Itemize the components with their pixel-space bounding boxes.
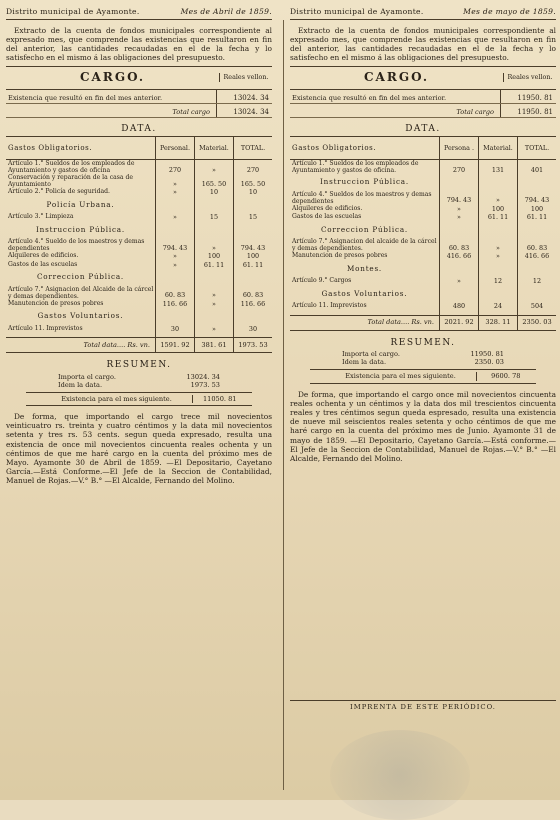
cargo-title: CARGO. [363,70,429,85]
data-table-header [6,137,272,160]
row-label: Alquileres de edificios. [292,204,363,212]
row-personal: » [155,174,194,188]
row-personal: » [439,277,478,286]
cargo-line-label: Existencia que resultó en fin del mes anterior. [8,94,163,102]
row-label: Manutencion de presos pobres [292,252,388,259]
row-material: » [194,300,233,309]
row-label: Artículo 3.° Limpieza [8,213,74,220]
table-row [6,213,272,222]
cargo-column-label: Reales vellon. [503,73,556,82]
row-label: Artículo 9.° Cargos [292,277,352,284]
table-row [290,302,556,311]
row-material: 165. 50 [194,174,233,188]
column-personal: Personal. [155,137,194,159]
row-material: » [478,191,517,205]
row-personal: » [155,188,194,197]
table-row [6,238,272,252]
row-label: Conservación y reparación de la casa de Ayuntamiento [8,174,133,188]
cargo-title: CARGO. [79,70,145,85]
resumen-row [290,350,556,358]
resumen-final-row [26,392,252,407]
row-personal: 416. 66 [439,252,478,261]
row-total: 794. 43 [517,191,556,205]
category-row [290,261,556,278]
cargo-line [290,90,556,104]
row-total: 60. 83 [517,238,556,252]
cargo-line-value: 11950. 81 [500,90,556,103]
column-personal: Persona . [439,137,478,159]
total-personal: 2021. 92 [439,316,478,330]
row-label: Artículo 4.° Sueldo de los maestros y demas dependientes [8,238,145,252]
row-personal: » [439,213,478,222]
district-title: Distrito municipal de Ayamonte. [290,7,424,16]
row-total: 416. 66 [517,252,556,261]
row-material: » [194,160,233,174]
cargo-line [6,90,272,104]
row-total: 794. 43 [233,238,272,252]
row-personal: 60. 83 [155,286,194,300]
data-title: DATA. [121,123,157,134]
cargo-total-label: Total cargo [172,108,210,116]
row-personal: 60. 83 [439,238,478,252]
right-column [290,8,556,463]
row-total: 100 [233,252,272,261]
row-label: Artículo 7.° Asignacion del Alcaide de la cárcel y demas dependientes. [8,285,154,300]
cargo-line-value: 13024. 34 [216,90,272,103]
column-total: TOTAL. [233,137,272,159]
row-total: 10 [233,188,272,197]
row-label: Manutencion de presos pobres [8,299,104,307]
data-total-row [6,337,272,352]
row-label: Artículo 2.° Policía de seguridad. [8,188,110,195]
resumen-value: 1973. 53 [190,380,220,389]
resumen-value: 11050. 81 [192,395,237,404]
row-personal: 794. 43 [439,191,478,205]
row-label: Gastos de las escuelas [8,260,78,268]
column-material: Material. [194,137,233,159]
resumen-row [6,381,272,389]
total-label: Total data.... Rs. vn. [83,340,150,349]
resumen-block [290,339,556,384]
row-total: 61. 11 [233,261,272,270]
row-total: 401 [517,160,556,174]
row-personal: 116. 66 [155,300,194,309]
category-heading: Gastos Obligatorios. [8,143,93,152]
row-total: 15 [233,213,272,222]
category-row [290,286,556,303]
category-row [6,197,272,214]
row-total: 12 [517,277,556,286]
printer-imprint: IMPRENTA DE ESTE PERIÓDICO. [290,700,556,711]
row-material: 12 [478,277,517,286]
resumen-row [290,358,556,366]
row-personal: 30 [155,325,194,334]
resumen-value: 9600. 78 [476,372,521,381]
data-table-header [290,137,556,160]
resumen-value: 11950. 81 [470,350,504,358]
table-row [290,213,556,222]
cargo-header [290,66,556,90]
category-row [6,308,272,325]
category-heading: Gastos Voluntarios. [321,288,408,298]
cargo-line-label: Existencia que resultó en fin del mes anterior. [292,94,447,102]
category-heading: Instruccion Pública. [36,224,125,234]
row-material: 15 [194,213,233,222]
resumen-title: RESUMEN. [106,360,172,370]
column-total: TOTAL. [517,137,556,159]
row-total: 165. 50 [233,174,272,188]
row-personal: » [155,252,194,261]
row-material: 24 [478,302,517,311]
data-table [6,136,272,353]
row-personal: » [155,261,194,270]
category-heading: Correccion Pública. [320,224,408,234]
resumen-label: Importa el cargo. [342,350,400,358]
cargo-total [290,104,556,118]
cargo-column-label: Reales vellon. [219,73,272,82]
data-table [290,136,556,331]
row-total: 30 [233,325,272,334]
table-row [6,252,272,261]
row-material: » [194,286,233,300]
table-row [6,300,272,309]
row-material: » [194,325,233,334]
row-material: » [478,238,517,252]
total-personal: 1591. 92 [155,338,194,352]
category-row [290,222,556,239]
row-label: Artículo 1.° Sueldos de los empleados de Ayuntamiento y gastos de oficina [8,160,135,174]
row-total: 100 [517,205,556,214]
cargo-total [6,104,272,118]
category-heading: Instruccion Pública. [320,177,409,186]
row-personal: 480 [439,302,478,311]
row-material: » [194,238,233,252]
row-material: 100 [194,252,233,261]
table-row [290,160,556,174]
category-heading: Gastos Voluntarios. [37,311,124,320]
row-total: 270 [233,160,272,174]
row-personal: 270 [439,160,478,174]
category-row [6,269,272,286]
resumen-value: 13024. 34 [186,372,220,381]
table-row [6,160,272,174]
row-label: Artículo 7.° Asignacion del alcaide de la cárcel y demas dependientes. [292,238,437,252]
row-material: 61. 11 [478,213,517,222]
cargo-total-value: 13024. 34 [216,104,272,117]
row-material: » [478,252,517,261]
category-heading: Policía Urbana. [46,199,115,209]
table-row [6,174,272,188]
category-row [290,174,556,191]
row-label: Artículo 11. Imprevistos [292,302,367,309]
row-material: 61. 11 [194,261,233,270]
row-label: Artículo 1.° Sueldos de los empleados de Ayuntamiento y gastos de oficina. [292,160,419,174]
row-material: 100 [478,205,517,214]
total-material: 381. 61 [194,338,233,352]
row-label: Artículo 11. Imprevistos [8,324,83,332]
column-divider [283,20,284,790]
resumen-title: RESUMEN. [390,337,456,348]
category-heading: Montes. [346,263,383,273]
resumen-label: Existencia para el mes siguiente. [61,394,172,403]
resumen-row [6,373,272,381]
resumen-value: 2350. 03 [474,358,504,366]
row-label: Gastos de las escuelas [292,213,362,220]
month-title: Mes de Abril de 1859. [180,7,272,16]
closing-paragraph: De forma, que importando el cargo once mil novecientos cincuenta reales ochenta y un céntimos y la data dos mil trescientos cincuenta reales y tres céntimos segun queda espresado, resulta una existencia de nueve mil seiscientos reales setenta y ocho céntimos de que me haré cargo en la cuenta del próximo mes de Junio. Ayamonte 31 de mayo de 1859. —El Depositario, Cayetano García.—Está conforme.—El Jefe de la Seccion de Contabilidad, Manuel de Rojas.—V.° B.° —El Alcalde, Fernando del Molino. [290,389,556,463]
row-personal: » [439,205,478,214]
intro-paragraph: Extracto de la cuenta de fondos municipales correspondiente al expresado mes, que comprende las existencias que resultaron en fin del anterior, las cantidades recaudadas en el de la fecha y lo satisfecho en el mismo á las obligaciones del presupuesto. [6,25,272,62]
row-total: 504 [517,302,556,311]
category-heading: Correccion Pública. [36,272,124,281]
right-header [290,8,556,20]
table-row [290,191,556,205]
row-total: 116. 66 [233,300,272,309]
total-total: 1973. 53 [233,338,272,352]
left-header [6,8,272,20]
total-label: Total data.... Rs. vn. [367,318,434,327]
category-heading: Gastos Obligatorios. [292,143,377,152]
table-row [6,261,272,270]
cargo-header [6,66,272,90]
month-title: Mes de mayo de 1859. [463,7,556,16]
table-row [6,188,272,197]
closing-paragraph: De forma, que importando el cargo trece mil novecientos veinticuatro rs. treinta y cuatro céntimos y la data mil novecientos setenta y tres rs. 53 cents. segun queda expresado, resulta una existencia de once mil novecientos cincuenta reales ochenta y un céntimos de que me haré cargo en la cuenta del próximo mes de Mayo. Ayamonte 30 de Abril de 1859. —El Depositario, Cayetano García.—Está Conforme.—El Jefe de la Seccion de Contabilidad, Manuel de Rojas.—V.° B.° —El Alcalde, Fernando del Molino. [6,412,272,486]
resumen-label: Idem la data. [58,380,103,389]
resumen-block [6,361,272,406]
total-material: 328. 11 [478,316,517,330]
row-label: Alquileres de edificios. [8,252,79,259]
row-total: 60. 83 [233,286,272,300]
resumen-final-row [310,369,536,384]
data-title: DATA. [405,123,441,134]
table-row [6,325,272,334]
table-row [290,252,556,261]
row-material: 131 [478,160,517,174]
resumen-label: Existencia para el mes siguiente. [345,372,456,380]
district-title: Distrito municipal de Ayamonte. [6,7,140,16]
left-column [6,8,272,486]
table-row [290,238,556,252]
row-material: 10 [194,188,233,197]
total-total: 2350. 03 [517,316,556,330]
intro-paragraph: Extracto de la cuenta de fondos municipales correspondiente al expresado mes, que comprende las existencias que resultaron en fin del anterior, las cantidades recaudadas en el de la fecha y lo satisfecho en el mismo á las obligaciones del presupuesto. [290,25,556,62]
category-row [6,222,272,239]
row-personal: 270 [155,160,194,174]
data-total-row [290,315,556,330]
column-material: Material. [478,137,517,159]
table-row [290,205,556,214]
resumen-label: Importa el cargo. [58,372,116,381]
row-label: Artículo 4.° Sueldos de los maestros y demas dependientes [292,190,432,205]
resumen-label: Idem la data. [342,358,387,366]
cargo-total-label: Total cargo [456,108,494,116]
row-personal: 794. 43 [155,238,194,252]
table-row [6,286,272,300]
cargo-total-value: 11950. 81 [500,104,556,117]
table-row [290,277,556,286]
row-personal: » [155,213,194,222]
row-total: 61. 11 [517,213,556,222]
